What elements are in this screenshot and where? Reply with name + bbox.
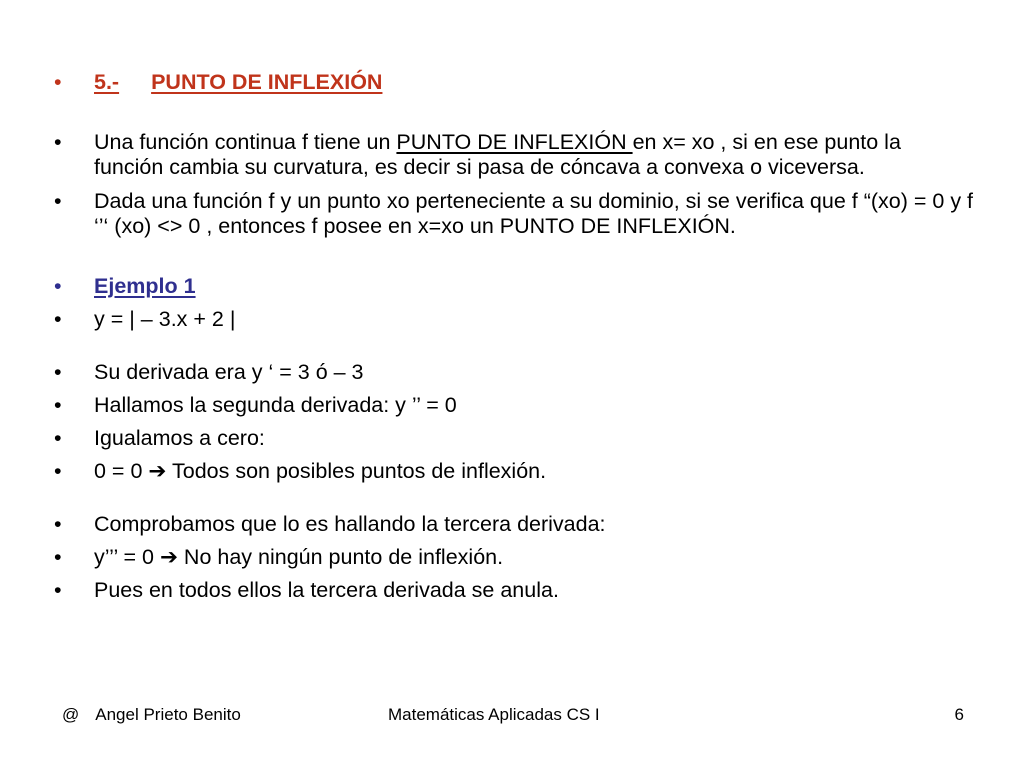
bullet-dot: •	[54, 70, 62, 94]
heading-title: PUNTO DE INFLEXIÓN	[151, 70, 383, 94]
heading-number: 5.-	[94, 70, 120, 94]
bullet-dot: •	[54, 130, 62, 154]
second-derivative-item	[54, 393, 974, 418]
conclusion-text: Pues en todos ellos la tercera derivada se anula.	[94, 578, 559, 602]
bullet-dot: •	[54, 307, 62, 331]
conclusion-item	[54, 578, 974, 603]
check-third-text: Comprobamos que lo es hallando la tercera derivada:	[94, 512, 606, 536]
page-number: 6	[954, 705, 964, 724]
bullet-dot: •	[54, 360, 62, 384]
bullet-dot: •	[54, 426, 62, 450]
bullet-dot: •	[54, 393, 62, 417]
bullet-dot: •	[54, 512, 62, 536]
bullet-dot: •	[54, 578, 62, 602]
heading-item	[54, 70, 974, 95]
section-heading	[94, 70, 382, 94]
criterion-item	[54, 189, 974, 239]
first-derivative-text: Su derivada era y ‘ = 3 ó – 3	[94, 360, 364, 384]
function-text: y = | – 3.x + 2 |	[94, 307, 236, 331]
second-derivative-text: Hallamos la segunda derivada: y ’’ = 0	[94, 393, 457, 417]
function-item	[54, 307, 974, 332]
first-derivative-item	[54, 360, 974, 385]
bullet-dot: •	[54, 545, 62, 569]
zero-result-text: 0 = 0 ➔ Todos son posibles puntos de inflexión.	[94, 459, 547, 483]
footer-author	[62, 705, 241, 725]
example-label: Ejemplo 1	[94, 274, 196, 298]
bullet-dot: •	[54, 274, 62, 298]
example-item	[54, 274, 974, 299]
equate-zero-item	[54, 426, 974, 451]
criterion-text: Dada una función f y un punto xo perteneciente a su dominio, si se verifica que f “(xo) = 0 y f ‘’‘ (xo) <> 0 , entonces f posee en x=xo un PUNTO DE INFLEXIÓN.	[94, 189, 974, 238]
bullet-dot: •	[54, 189, 62, 213]
bullet-list	[54, 70, 974, 603]
check-third-item	[54, 512, 974, 537]
bullet-dot: •	[54, 459, 62, 483]
third-derivative-item	[54, 545, 974, 570]
definition-item	[54, 130, 974, 180]
definition-part2: en x= xo , si en ese punto la función cambia su curvatura, es decir si pasa de cóncava a convexa o viceversa.	[94, 130, 901, 179]
third-derivative-text: y’’’ = 0 ➔ No hay ningún punto de inflexión.	[94, 545, 504, 569]
at-symbol: @	[62, 705, 80, 724]
definition-part1: Una función continua f tiene un	[94, 130, 397, 154]
equate-zero-text: Igualamos a cero:	[94, 426, 265, 450]
footer-course: Matemáticas Aplicadas CS I	[388, 705, 600, 724]
zero-result-item	[54, 459, 974, 484]
definition-term: PUNTO DE INFLEXIÓN	[396, 130, 633, 154]
author-name: Angel Prieto Benito	[95, 705, 241, 724]
